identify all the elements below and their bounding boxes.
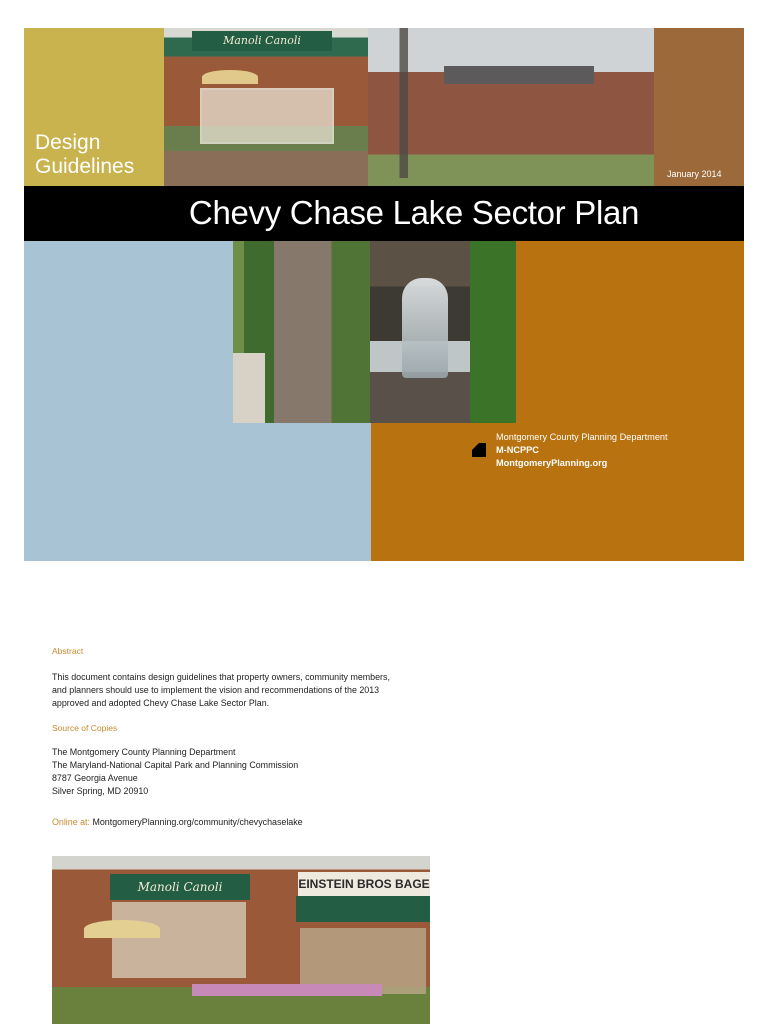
storefront-windows xyxy=(200,88,334,144)
brown-color-block xyxy=(654,28,744,186)
abstract-line: and planners should use to implement the vision and recommendations of the 2013 xyxy=(52,685,380,695)
online-label: Online at: xyxy=(52,817,90,827)
logo-notch xyxy=(472,443,479,450)
design-guidelines-label xyxy=(35,131,134,179)
online-line xyxy=(52,816,303,829)
umbrella-shape xyxy=(84,920,160,938)
storefront-street-photo xyxy=(52,856,430,1024)
design-label-line2: Guidelines xyxy=(35,155,135,178)
online-url-link[interactable]: MontgomeryPlanning.org/community/chevychaselake xyxy=(92,817,303,827)
source-heading: Source of Copies xyxy=(52,723,118,733)
abstract-line: approved and adopted Chevy Chase Lake Sector Plan. xyxy=(52,698,270,708)
abstract-line: This document contains design guidelines that property owners, community members, xyxy=(52,672,390,682)
address-line: 8787 Georgia Avenue xyxy=(52,773,138,783)
flower-planter xyxy=(192,984,382,996)
foliage xyxy=(470,241,516,423)
green-awning xyxy=(296,896,430,922)
bare-tree xyxy=(378,28,432,178)
address-line: The Maryland-National Capital Park and Planning Commission xyxy=(52,760,299,770)
shop-window xyxy=(112,902,246,978)
design-label-line1: Design xyxy=(35,131,101,154)
publication-date: January 2014 xyxy=(667,169,722,179)
abstract-body xyxy=(52,671,442,710)
walking-path xyxy=(233,353,265,423)
photo-sign-right: EINSTEIN BROS BAGE xyxy=(298,872,430,896)
document-title: Chevy Chase Lake Sector Plan xyxy=(188,194,640,231)
address-block xyxy=(52,746,298,798)
cover-page xyxy=(24,28,744,561)
umbrella-shape xyxy=(202,70,258,84)
abstract-heading: Abstract xyxy=(52,646,84,656)
waterfall-water xyxy=(402,278,448,378)
agency-website: MontgomeryPlanning.org xyxy=(496,458,608,468)
house-roof xyxy=(444,66,594,84)
agency-block xyxy=(496,431,668,470)
agency-abbrev: M-NCPPC xyxy=(496,445,539,455)
address-line: Silver Spring, MD 20910 xyxy=(52,786,149,796)
storefront-sign: Manoli Canoli xyxy=(192,31,332,51)
address-line: The Montgomery County Planning Department xyxy=(52,747,236,757)
photo-sign-left: Manoli Canoli xyxy=(110,874,250,900)
agency-name: Montgomery County Planning Department xyxy=(496,432,668,442)
